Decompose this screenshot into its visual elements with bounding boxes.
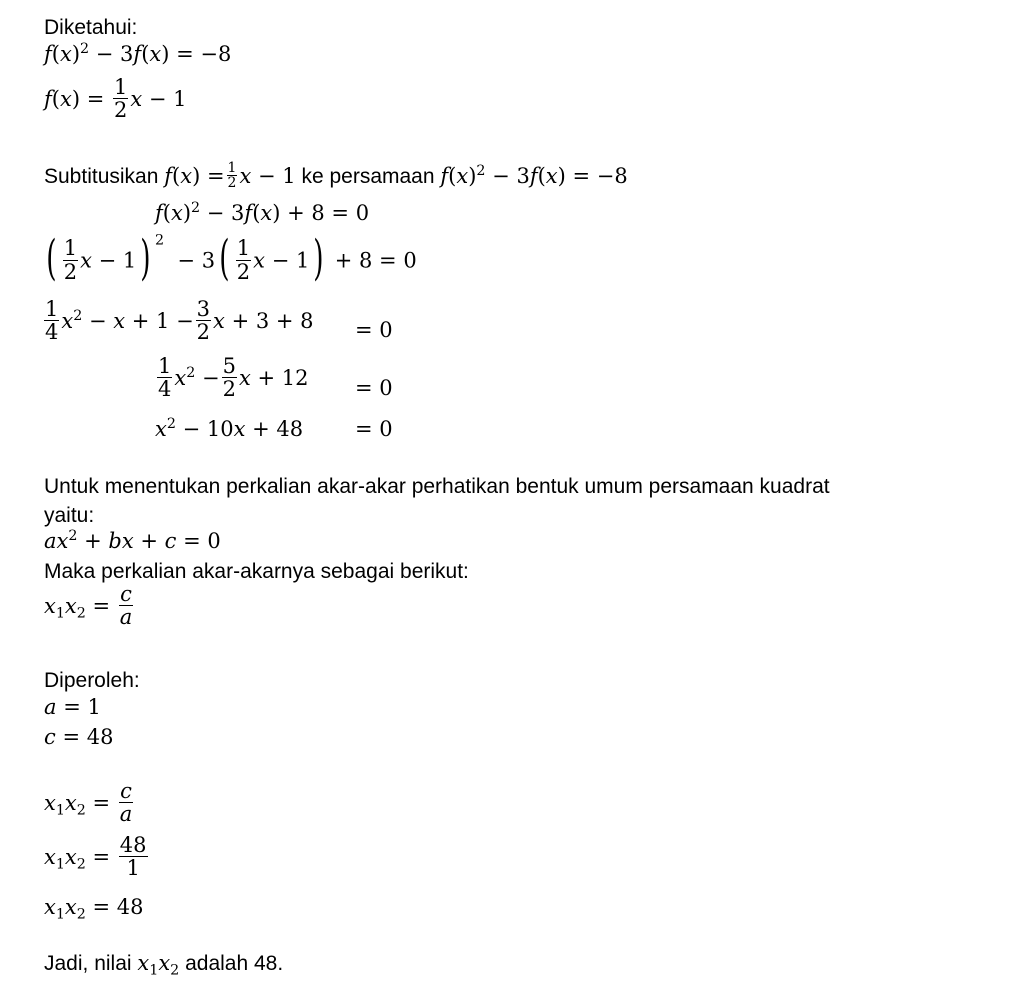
frac-den: 2	[113, 98, 128, 123]
given-heading: Diketahui:	[44, 16, 138, 39]
right-paren: )	[140, 230, 151, 286]
a-value: a = 1	[44, 695, 101, 719]
left-paren: (	[219, 230, 230, 286]
frac-den: 2	[196, 320, 211, 345]
step-1: $f(x)^2 - 3f(x) + 8 = 0$	[155, 200, 370, 225]
frac-num: c	[120, 582, 132, 606]
fraction	[157, 355, 172, 400]
calc-step-2: $x_1x_2$ = $\frac{48}{1}$	[44, 833, 147, 881]
frac-num: 1	[236, 236, 251, 261]
fraction	[222, 355, 237, 400]
exponent: 2	[155, 232, 165, 249]
calc-step-3: $x_1x_2 = 48$	[44, 895, 144, 923]
conclusion-var: $x_1x_2$	[137, 951, 180, 979]
step-3: $\frac{1}{4}$ $x^2 - x + 1$ − $\frac{3}{2}$ x + 3 + 8	[45, 297, 314, 345]
substitute-lead: Subtitusikan	[44, 165, 159, 188]
frac-den: a	[119, 802, 133, 827]
frac-den: 2	[227, 175, 237, 191]
step-3-rhs: = 0	[355, 318, 393, 342]
obtained-heading: Diperoleh:	[44, 669, 140, 692]
product-formula: $x_1x_2$ = $\frac{c}{a}$	[44, 582, 133, 630]
frac-den: 1	[126, 856, 140, 881]
substitute-middle: ke persamaan	[301, 165, 435, 188]
given-equation-2: f(x) = $\frac{1}{2}$ x − 1	[44, 75, 187, 123]
general-equation: $ax^2$ + bx + c = 0	[44, 528, 221, 553]
fraction	[119, 834, 148, 879]
step-5-rhs: = 0	[355, 417, 393, 441]
calc-step-1: $x_1x_2$ = $\frac{c}{a}$	[44, 779, 133, 827]
frac-num: 1	[227, 160, 237, 176]
fraction	[63, 237, 78, 282]
frac-den: 2	[222, 377, 236, 402]
fraction	[227, 161, 238, 190]
step-2: ( $\frac{1}{2}$ x − 1) $^2$ − 3( $\frac{1}{2}$ x − 1) + 8 = 0	[46, 230, 417, 286]
frac-den: 4	[45, 320, 59, 345]
fraction	[236, 237, 251, 282]
conclusion	[44, 951, 284, 979]
conclusion-tail: adalah 48.	[185, 952, 284, 975]
substitute-equation: $f(x)^2 - 3f(x) = -8$	[440, 163, 628, 188]
c-value: c = 48	[44, 725, 114, 749]
substitute-line	[44, 160, 628, 192]
frac-den: 2	[236, 259, 251, 284]
step-4-rhs: = 0	[355, 376, 393, 400]
frac-den: a	[119, 605, 133, 630]
step-5: $x^2 - 10x + 48$	[155, 416, 304, 441]
frac-num: c	[120, 779, 132, 803]
left-paren: (	[46, 230, 57, 286]
general-intro-line-1: Untuk menentukan perkalian akar-akar perhatikan bentuk umum persamaan kuadrat	[44, 475, 830, 498]
fraction	[119, 780, 134, 825]
conclusion-lead: Jadi, nilai	[44, 952, 132, 975]
fraction	[196, 298, 211, 343]
frac-num: 48	[119, 833, 147, 857]
fraction	[44, 298, 59, 343]
fraction	[119, 583, 134, 628]
given-equation-1: $f(x)^2 - 3f(x) = -8$	[44, 41, 232, 66]
frac-num: 3	[196, 297, 211, 321]
fraction	[113, 76, 128, 121]
frac-num: 1	[63, 236, 78, 261]
frac-num: 5	[222, 354, 236, 378]
substitute-fx: f(x) = $\frac{1}{2}$ x − 1	[164, 160, 296, 191]
frac-num: 1	[45, 297, 59, 321]
product-intro: Maka perkalian akar-akarnya sebagai berikut:	[44, 560, 469, 583]
general-intro-line-2: yaitu:	[44, 504, 95, 527]
frac-num: 1	[113, 75, 128, 99]
right-paren: )	[313, 230, 324, 286]
frac-num: 1	[158, 354, 172, 378]
step-4: $\frac{1}{4}$ $x^2$ − $\frac{5}{2}$ x + 12	[158, 354, 309, 402]
frac-den: 4	[158, 377, 172, 402]
frac-den: 2	[63, 259, 78, 284]
